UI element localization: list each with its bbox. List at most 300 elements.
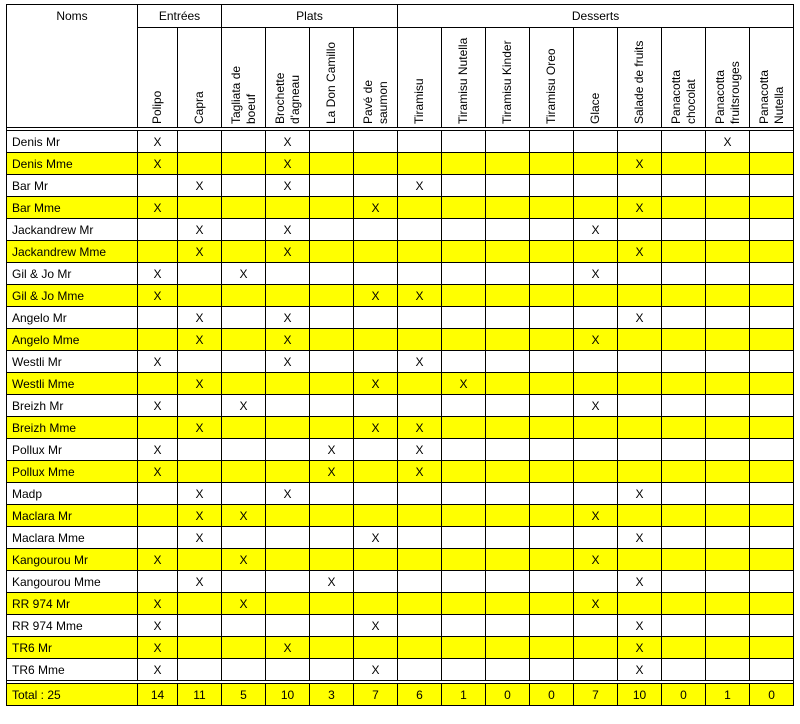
order-cell: X — [398, 461, 442, 483]
order-cell: X — [178, 505, 222, 527]
order-cell — [706, 373, 750, 395]
order-cell: X — [266, 241, 310, 263]
order-cell — [750, 351, 794, 373]
order-cell — [750, 153, 794, 175]
guest-name: Pollux Mme — [7, 461, 138, 483]
order-cell — [138, 175, 178, 197]
order-cell — [398, 241, 442, 263]
order-cell — [398, 615, 442, 637]
order-cell — [178, 197, 222, 219]
order-cell: X — [574, 593, 618, 615]
order-cell: X — [138, 263, 178, 285]
order-cell — [354, 307, 398, 329]
order-cell — [574, 241, 618, 263]
order-cell — [442, 593, 486, 615]
order-cell — [398, 637, 442, 659]
dish-label: Tagliata de boeuf — [228, 65, 258, 124]
order-cell — [530, 153, 574, 175]
guest-name: Angelo Mr — [7, 307, 138, 329]
order-cell — [222, 175, 266, 197]
order-cell — [398, 153, 442, 175]
order-cell — [706, 307, 750, 329]
dish-header-0 — [138, 28, 178, 128]
order-cell — [706, 417, 750, 439]
order-cell — [310, 417, 354, 439]
order-cell — [530, 351, 574, 373]
order-cell: X — [178, 307, 222, 329]
order-cell — [398, 659, 442, 681]
dish-label: Glace — [588, 92, 603, 124]
order-cell — [706, 461, 750, 483]
order-cell — [662, 483, 706, 505]
order-cell — [750, 241, 794, 263]
order-cell — [662, 593, 706, 615]
order-cell — [310, 153, 354, 175]
dish-header-11 — [618, 28, 662, 128]
table-row — [7, 505, 794, 527]
order-cell — [442, 175, 486, 197]
order-cell: X — [266, 153, 310, 175]
order-cell — [354, 505, 398, 527]
order-cell — [530, 527, 574, 549]
order-cell: X — [354, 285, 398, 307]
order-cell — [354, 439, 398, 461]
table-row — [7, 637, 794, 659]
guest-name: RR 974 Mr — [7, 593, 138, 615]
order-cell: X — [310, 439, 354, 461]
order-cell — [750, 637, 794, 659]
dish-label: Panacotta Nutella — [756, 69, 786, 124]
order-cell — [138, 571, 178, 593]
order-cell — [750, 131, 794, 153]
order-cell — [310, 505, 354, 527]
order-cell — [706, 527, 750, 549]
order-cell — [310, 527, 354, 549]
order-cell — [442, 615, 486, 637]
order-cell — [486, 659, 530, 681]
dish-header-14 — [750, 28, 794, 128]
guest-name: Madp — [7, 483, 138, 505]
order-cell — [530, 329, 574, 351]
table-row — [7, 527, 794, 549]
dish-label: La Don Camillo — [324, 41, 339, 124]
dish-header-7 — [442, 28, 486, 128]
order-cell — [398, 395, 442, 417]
order-cell — [706, 285, 750, 307]
order-cell — [706, 439, 750, 461]
order-cell — [354, 593, 398, 615]
guest-name: Westli Mr — [7, 351, 138, 373]
order-cell — [222, 417, 266, 439]
table-row — [7, 197, 794, 219]
order-cell — [486, 285, 530, 307]
order-cell — [398, 307, 442, 329]
order-cell — [618, 131, 662, 153]
order-cell — [706, 571, 750, 593]
order-cell — [662, 219, 706, 241]
order-cell — [486, 593, 530, 615]
order-cell — [354, 241, 398, 263]
guest-name: TR6 Mr — [7, 637, 138, 659]
order-cell — [574, 197, 618, 219]
order-cell: X — [138, 395, 178, 417]
order-cell — [354, 219, 398, 241]
order-cell: X — [178, 175, 222, 197]
order-cell — [750, 395, 794, 417]
order-cell — [706, 241, 750, 263]
order-cell — [618, 505, 662, 527]
order-cell — [574, 285, 618, 307]
order-cell — [310, 483, 354, 505]
order-cell — [662, 527, 706, 549]
order-cell — [486, 351, 530, 373]
order-cell: X — [178, 241, 222, 263]
table-row — [7, 571, 794, 593]
order-cell — [530, 175, 574, 197]
order-cell — [574, 527, 618, 549]
order-cell — [574, 615, 618, 637]
order-cell — [310, 175, 354, 197]
order-cell — [222, 241, 266, 263]
order-cell: X — [618, 153, 662, 175]
order-cell — [662, 637, 706, 659]
dish-label: Tiramisu Kinder — [500, 40, 515, 124]
order-cell — [266, 615, 310, 637]
order-cell — [706, 153, 750, 175]
order-cell — [706, 197, 750, 219]
total-value: 7 — [574, 684, 618, 706]
order-cell — [442, 219, 486, 241]
order-cell — [618, 417, 662, 439]
order-cell — [486, 637, 530, 659]
order-cell — [706, 351, 750, 373]
order-cell — [266, 659, 310, 681]
guest-name: Bar Mme — [7, 197, 138, 219]
order-cell — [750, 593, 794, 615]
order-cell — [398, 549, 442, 571]
order-cell — [662, 263, 706, 285]
order-cell — [574, 351, 618, 373]
order-cell — [574, 373, 618, 395]
order-cell: X — [354, 373, 398, 395]
order-cell — [354, 637, 398, 659]
order-cell — [706, 395, 750, 417]
order-cell — [442, 461, 486, 483]
guest-name: Denis Mr — [7, 131, 138, 153]
dish-label: Tiramisu — [412, 78, 427, 124]
order-cell — [486, 615, 530, 637]
order-cell — [530, 241, 574, 263]
order-cell: X — [178, 417, 222, 439]
order-cell — [354, 153, 398, 175]
table-row — [7, 351, 794, 373]
dish-header-8 — [486, 28, 530, 128]
order-cell: X — [138, 439, 178, 461]
order-cell: X — [354, 659, 398, 681]
order-cell — [310, 131, 354, 153]
total-value: 0 — [662, 684, 706, 706]
order-cell — [486, 505, 530, 527]
order-cell — [574, 153, 618, 175]
order-cell — [310, 197, 354, 219]
order-cell — [266, 593, 310, 615]
order-cell — [266, 373, 310, 395]
order-cell: X — [222, 395, 266, 417]
order-cell: X — [138, 197, 178, 219]
table-row — [7, 373, 794, 395]
names-header-continuation — [7, 28, 138, 128]
order-cell — [750, 329, 794, 351]
order-cell: X — [138, 615, 178, 637]
order-cell — [750, 285, 794, 307]
order-cell: X — [618, 527, 662, 549]
order-cell — [486, 373, 530, 395]
order-cell — [750, 571, 794, 593]
order-cell — [574, 659, 618, 681]
dish-label: Polipo — [150, 90, 164, 124]
order-cell — [750, 373, 794, 395]
dish-header-10 — [574, 28, 618, 128]
order-cell — [486, 439, 530, 461]
total-value: 3 — [310, 684, 354, 706]
table-row — [7, 659, 794, 681]
order-cell — [706, 549, 750, 571]
order-cell — [530, 637, 574, 659]
order-cell — [530, 461, 574, 483]
table-row — [7, 175, 794, 197]
order-cell — [486, 527, 530, 549]
order-cell — [138, 307, 178, 329]
guest-name: Jackandrew Mme — [7, 241, 138, 263]
order-cell — [310, 219, 354, 241]
order-cell — [138, 241, 178, 263]
order-cell — [662, 395, 706, 417]
order-cell — [222, 351, 266, 373]
order-cell — [486, 219, 530, 241]
order-cell — [310, 615, 354, 637]
total-value: 10 — [618, 684, 662, 706]
order-cell — [178, 263, 222, 285]
order-cell — [266, 197, 310, 219]
total-value: 1 — [442, 684, 486, 706]
order-cell — [178, 549, 222, 571]
guest-name: TR6 Mme — [7, 659, 138, 681]
total-value: 14 — [138, 684, 178, 706]
order-cell — [354, 131, 398, 153]
order-cell: X — [618, 571, 662, 593]
guest-name: Bar Mr — [7, 175, 138, 197]
order-cell — [486, 175, 530, 197]
order-cell — [662, 417, 706, 439]
order-cell — [530, 417, 574, 439]
order-cell: X — [266, 175, 310, 197]
order-cell — [486, 329, 530, 351]
order-cell — [398, 593, 442, 615]
guest-name: Gil & Jo Mr — [7, 263, 138, 285]
order-cell: X — [138, 131, 178, 153]
order-cell — [618, 329, 662, 351]
order-cell — [266, 395, 310, 417]
order-cell — [750, 527, 794, 549]
order-cell: X — [398, 285, 442, 307]
order-cell: X — [310, 571, 354, 593]
order-cell — [222, 153, 266, 175]
order-cell — [530, 131, 574, 153]
order-cell — [442, 659, 486, 681]
order-cell: X — [178, 527, 222, 549]
order-cell — [442, 197, 486, 219]
dish-header-13 — [706, 28, 750, 128]
dish-header-row — [7, 28, 794, 128]
order-cell: X — [266, 637, 310, 659]
order-cell — [750, 549, 794, 571]
total-value: 11 — [178, 684, 222, 706]
order-cell: X — [398, 417, 442, 439]
dish-header-5 — [354, 28, 398, 128]
order-cell — [442, 241, 486, 263]
order-cell: X — [574, 549, 618, 571]
total-value: 0 — [750, 684, 794, 706]
total-value: 5 — [222, 684, 266, 706]
order-cell: X — [138, 285, 178, 307]
dish-label: Salade de fruits — [632, 40, 647, 124]
dish-label: Brochette d'agneau — [272, 72, 302, 124]
order-cell — [618, 351, 662, 373]
order-cell — [750, 307, 794, 329]
order-cell — [530, 505, 574, 527]
order-cell — [574, 175, 618, 197]
table-row — [7, 483, 794, 505]
order-cell: X — [266, 219, 310, 241]
order-cell — [530, 219, 574, 241]
order-cell — [530, 285, 574, 307]
order-cell — [222, 219, 266, 241]
total-value: 0 — [486, 684, 530, 706]
order-cell — [354, 329, 398, 351]
table-row — [7, 219, 794, 241]
group-header-noms: Noms — [7, 5, 138, 28]
order-cell — [398, 505, 442, 527]
order-cell — [618, 395, 662, 417]
order-cell — [442, 307, 486, 329]
order-cell — [178, 593, 222, 615]
order-cell: X — [574, 395, 618, 417]
order-cell — [138, 219, 178, 241]
order-cell — [662, 307, 706, 329]
order-cell — [662, 439, 706, 461]
order-cell — [178, 153, 222, 175]
order-cell — [178, 637, 222, 659]
order-cell: X — [618, 637, 662, 659]
order-cell — [618, 593, 662, 615]
order-cell: X — [138, 461, 178, 483]
order-cell — [662, 571, 706, 593]
group-header-desserts: Desserts — [398, 5, 794, 28]
order-cell — [750, 483, 794, 505]
guest-name: Breizh Mme — [7, 417, 138, 439]
table-row — [7, 131, 794, 153]
order-cell: X — [354, 615, 398, 637]
order-cell — [222, 439, 266, 461]
order-cell — [138, 483, 178, 505]
dish-label: Panacotta chocolat — [668, 69, 698, 124]
table-row — [7, 285, 794, 307]
group-header-entrees: Entrées — [138, 5, 222, 28]
order-cell — [222, 461, 266, 483]
order-cell — [706, 175, 750, 197]
order-cell: X — [354, 527, 398, 549]
order-cell: X — [266, 351, 310, 373]
order-cell — [138, 329, 178, 351]
order-cell — [442, 549, 486, 571]
total-label: Total : 25 — [7, 684, 138, 706]
order-cell — [442, 483, 486, 505]
dish-header-6 — [398, 28, 442, 128]
guest-name: Kangourou Mme — [7, 571, 138, 593]
order-cell — [354, 175, 398, 197]
order-cell: X — [138, 593, 178, 615]
total-value: 6 — [398, 684, 442, 706]
order-cell — [442, 417, 486, 439]
order-cell — [398, 483, 442, 505]
order-cell: X — [266, 483, 310, 505]
dish-header-3 — [266, 28, 310, 128]
dish-label: Tiramisu Nutella — [456, 37, 471, 124]
order-cell — [354, 461, 398, 483]
order-cell — [750, 417, 794, 439]
dish-header-12 — [662, 28, 706, 128]
group-header-row — [7, 5, 794, 28]
order-cell — [442, 263, 486, 285]
order-cell — [442, 329, 486, 351]
order-cell — [310, 263, 354, 285]
order-cell — [310, 659, 354, 681]
order-cell — [222, 307, 266, 329]
order-cell — [750, 659, 794, 681]
order-cell — [706, 483, 750, 505]
total-value: 10 — [266, 684, 310, 706]
order-cell — [530, 307, 574, 329]
order-cell — [706, 219, 750, 241]
order-cell: X — [138, 351, 178, 373]
order-cell — [706, 637, 750, 659]
order-cell — [530, 593, 574, 615]
order-cell: X — [222, 263, 266, 285]
order-cell — [530, 395, 574, 417]
order-cell — [398, 373, 442, 395]
order-cell: X — [618, 197, 662, 219]
order-cell — [706, 659, 750, 681]
order-cell — [706, 615, 750, 637]
dish-label: Pavé de saumon — [360, 79, 390, 124]
order-cell: X — [138, 659, 178, 681]
order-cell — [138, 373, 178, 395]
order-cell — [618, 175, 662, 197]
order-cell — [398, 131, 442, 153]
order-cell: X — [178, 219, 222, 241]
order-cell — [178, 615, 222, 637]
order-cell — [574, 439, 618, 461]
order-cell — [442, 395, 486, 417]
order-cell — [530, 571, 574, 593]
order-cell: X — [706, 131, 750, 153]
order-cell — [662, 351, 706, 373]
guest-name: Gil & Jo Mme — [7, 285, 138, 307]
order-cell — [178, 439, 222, 461]
order-cell — [750, 461, 794, 483]
order-cell: X — [266, 131, 310, 153]
order-cell — [530, 549, 574, 571]
